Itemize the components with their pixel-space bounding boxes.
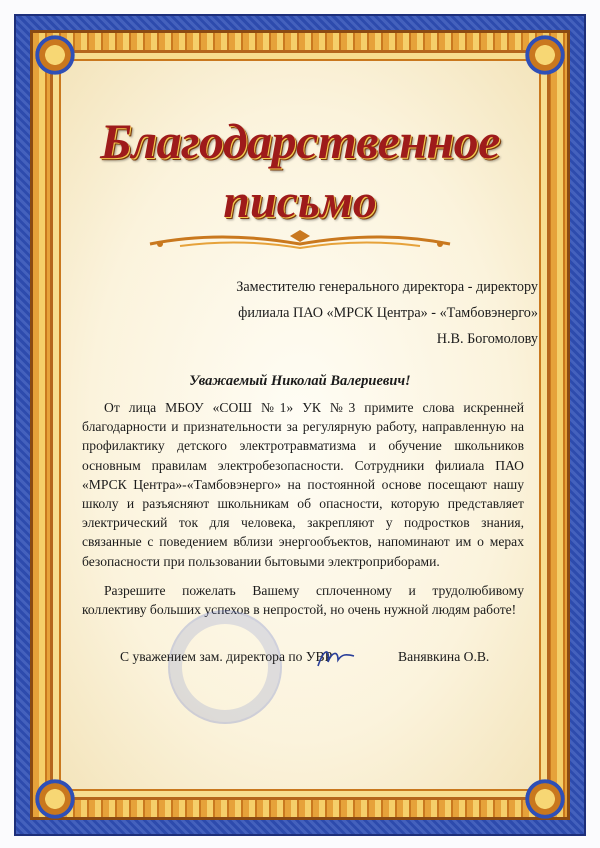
stamp-seal-icon bbox=[168, 610, 282, 724]
addressee-line: филиала ПАО «МРСК Центра» - «Тамбовэнерго» bbox=[238, 305, 538, 321]
body-paragraph: От лица МБОУ «СОШ №1» УК №3 примите слова искренней благодарности и признательности за регулярную работу, направленную на профилактику детского электротравматизма и обучение школьников основным правилам электробезопасности. Сотрудники филиала ПАО «МРСК Центра»-«Тамбовэнерго» на постоянной основе посещают нашу школу и разъясняют школьникам об опасности, которую представляет электрический ток для человека, закрепляют у подростков знания, связанные с поведением вблизи энергообъектов, напоминают им о мерах безопасности при пользовании бытовыми электроприборами. bbox=[82, 400, 524, 569]
addressee-line: Заместителю генерального директора - директору bbox=[236, 279, 538, 295]
addressee-name: Н.В. Богомолову bbox=[436, 331, 538, 347]
body-paragraph: Разрешите пожелать Вашему сплоченному и трудолюбивому коллективу больших успехов в непростой, но очень нужной людям работе! bbox=[82, 582, 524, 618]
handwritten-signature-icon bbox=[316, 644, 356, 670]
letter-body bbox=[82, 398, 524, 629]
corner-ornament-icon bbox=[32, 32, 78, 78]
corner-ornament-icon bbox=[522, 32, 568, 78]
scroll-divider-icon bbox=[140, 230, 460, 252]
certificate-title-line2: письмо bbox=[223, 175, 377, 228]
corner-ornament-icon bbox=[32, 776, 78, 822]
corner-ornament-icon bbox=[522, 776, 568, 822]
greeting: Уважаемый Николай Валериевич! bbox=[189, 373, 411, 389]
addressee-block bbox=[198, 274, 538, 352]
signer-position: С уважением зам. директора по УВР bbox=[120, 649, 333, 664]
signer-name: Ванявкина О.В. bbox=[398, 649, 490, 664]
certificate-title-line1: Благодарственное bbox=[100, 113, 500, 169]
